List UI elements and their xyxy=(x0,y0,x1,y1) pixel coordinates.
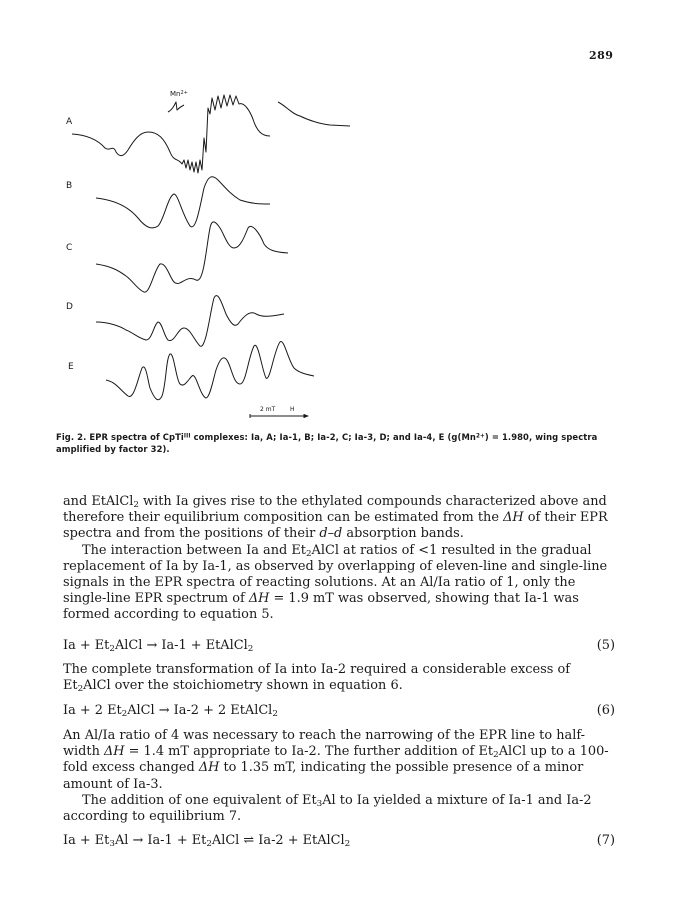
equation-6-number: (6) xyxy=(596,703,615,718)
field-arrow-icon xyxy=(304,414,309,418)
body-text-bottom xyxy=(63,728,619,825)
body-text-top xyxy=(63,494,619,624)
spectrum-a-center xyxy=(128,95,270,173)
mn-peak xyxy=(168,102,184,112)
spectrum-label-c: C xyxy=(66,243,73,253)
mn-label: $Mn^{2+}$ xyxy=(170,89,188,98)
paragraph-4: An Al/Ia ratio of 4 was necessary to reach the narrowing of the EPR line to half-width ΔH = 1.4 mT appropriate to Ia-2. The further addition of $Et_2AlCl$ up to a 100-fold excess changed ΔH to 1.35 mT, indicating the possible presence of a minor amount of Ia-3. xyxy=(63,728,609,792)
equation-6: Ia + 2 $Et_2AlCl \to Ia-2 + 2$ EtAlCl$_2$ (6) xyxy=(63,703,615,720)
paragraph-2: The interaction between Ia and $Et_2AlCl$ at ratios of <1 resulted in the gradual replacement of Ia by Ia-1, as observed by overlapping of eleven-line and single-line signals in the EPR spectra of reacting solutions. At an Al/Ia ratio of 1, only the single-line EPR spectrum of ΔH = 1.9 mT was observed, showing that Ia-1 was formed according to equation 5. xyxy=(63,542,608,623)
paragraph-3: The complete transformation of Ia into Ia-2 required a considerable excess of $Et_2AlCl$ over the stoichiometry shown in equation 6. xyxy=(63,662,570,695)
epr-spectra-plot xyxy=(58,78,368,428)
paragraph-1: and EtAlCl$_2$ with Ia gives rise to the ethylated compounds characterized above and therefore their equilibrium composition can be estimated from the ΔH of their EPR spectra and from the positions of their d–d absorption bands. xyxy=(63,494,608,542)
spectrum-c xyxy=(96,222,288,292)
scale-label: 2 mT xyxy=(260,406,276,413)
equation-7: $Ia + Et_3Al \to Ia-1$ + $Et_2AlCl$ ⇌ Ia-2 + EtAlCl$_2$ (7) xyxy=(63,833,615,850)
spectrum-e xyxy=(106,342,314,400)
spectrum-b xyxy=(96,177,270,228)
spectrum-label-a: A xyxy=(66,117,73,127)
spectrum-label-b: B xyxy=(66,181,73,191)
field-label: H xyxy=(290,406,295,413)
equation-5-number: (5) xyxy=(596,638,615,653)
equation-7-number: (7) xyxy=(596,833,615,848)
page-number: 289 xyxy=(589,49,614,62)
spectrum-d xyxy=(96,296,284,347)
figure-caption: Fig. 2. EPR spectra of CpTi$^{III}$ complexes: Ia, A; Ia-1, B; Ia-2, C; Ia-3, D; and Ia-4, E ($g(Mn^{2+}) = 1.980$, wing spectra amplified by factor 32). xyxy=(56,432,598,454)
paragraph-5: The addition of one equivalent of $Et_3Al$ to Ia yielded a mixture of Ia-1 and Ia-2 according to equilibrium 7. xyxy=(63,792,592,825)
spectrum-label-d: D xyxy=(66,302,73,312)
epr-spectra-figure xyxy=(58,78,368,428)
spectrum-a-left-wing xyxy=(72,134,128,156)
equation-5: $Ia + Et_2AlCl \to Ia-1$ + EtAlCl$_2$ (5) xyxy=(63,638,615,655)
spectrum-label-e: E xyxy=(68,362,74,372)
spectrum-a-right-wing xyxy=(278,102,350,126)
